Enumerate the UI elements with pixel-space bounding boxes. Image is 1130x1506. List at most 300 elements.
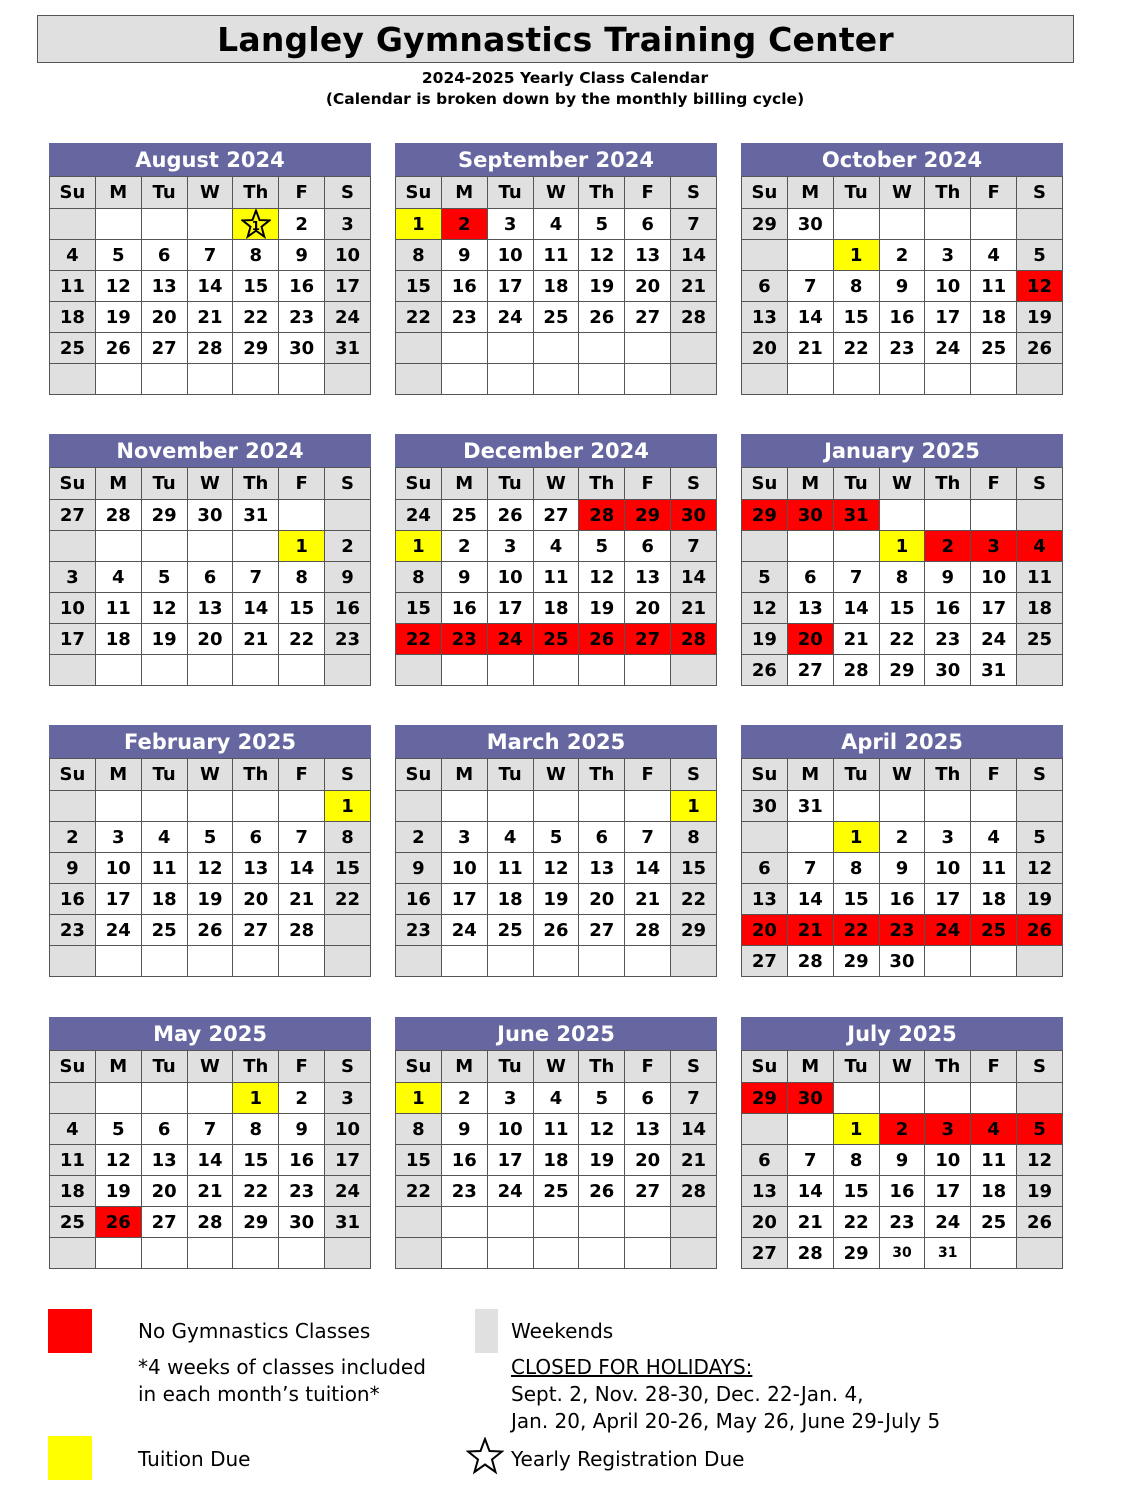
- day-cell: 10: [925, 271, 971, 302]
- day-cell: 8: [833, 1145, 879, 1176]
- day-cell: 30: [742, 791, 788, 822]
- day-cell: 23: [279, 1176, 325, 1207]
- day-cell: 25: [1017, 624, 1063, 655]
- day-cell: [625, 1238, 671, 1269]
- month-table: [49, 758, 371, 977]
- day-cell: [971, 364, 1017, 395]
- weekday-header: F: [625, 1051, 671, 1083]
- day-cell: 6: [742, 853, 788, 884]
- month-title: October 2024: [741, 143, 1063, 176]
- day-cell: 7: [279, 822, 325, 853]
- week-row: [50, 1114, 371, 1145]
- week-row: [742, 853, 1063, 884]
- day-cell: 23: [396, 915, 442, 946]
- subtitle-billing-note: (Calendar is broken down by the monthly billing cycle): [325, 90, 805, 108]
- day-cell: [671, 946, 717, 977]
- no-class-swatch: [48, 1309, 92, 1353]
- week-row: [50, 500, 371, 531]
- day-cell: 20: [787, 624, 833, 655]
- day-cell: [742, 822, 788, 853]
- day-cell: [50, 209, 96, 240]
- day-cell: 5: [1017, 240, 1063, 271]
- day-cell: 18: [95, 624, 141, 655]
- subtitle-year: 2024-2025 Yearly Class Calendar: [421, 69, 709, 87]
- day-cell: 19: [533, 884, 579, 915]
- day-cell: 24: [325, 1176, 371, 1207]
- day-cell: 30: [787, 209, 833, 240]
- day-cell: 19: [579, 593, 625, 624]
- day-cell: 24: [441, 915, 487, 946]
- week-row: [396, 822, 717, 853]
- day-cell: 21: [279, 884, 325, 915]
- weekday-header: Th: [233, 759, 279, 791]
- day-cell: 16: [50, 884, 96, 915]
- day-cell: [95, 209, 141, 240]
- weekday-header: Su: [396, 759, 442, 791]
- day-cell: [742, 240, 788, 271]
- day-cell: 14: [233, 593, 279, 624]
- weekday-header: F: [279, 1051, 325, 1083]
- weekday-header: Th: [579, 468, 625, 500]
- day-cell: [50, 1083, 96, 1114]
- day-cell: 23: [879, 333, 925, 364]
- month-table: [395, 1050, 717, 1269]
- day-cell: 15: [279, 593, 325, 624]
- day-cell: 28: [787, 1238, 833, 1269]
- day-cell: 5: [579, 531, 625, 562]
- day-cell: 8: [279, 562, 325, 593]
- day-cell: 15: [396, 1145, 442, 1176]
- day-cell: 17: [325, 271, 371, 302]
- day-cell: [396, 791, 442, 822]
- day-cell: 29: [671, 915, 717, 946]
- day-cell: 9: [279, 1114, 325, 1145]
- day-cell: 19: [95, 1176, 141, 1207]
- day-cell: 16: [441, 1145, 487, 1176]
- week-row: [742, 593, 1063, 624]
- day-cell: 4: [141, 822, 187, 853]
- day-cell: [279, 655, 325, 686]
- day-cell: 28: [279, 915, 325, 946]
- day-cell: 15: [396, 271, 442, 302]
- day-cell: 11: [50, 1145, 96, 1176]
- day-cell: 30: [787, 1083, 833, 1114]
- weekday-header: Th: [579, 1051, 625, 1083]
- week-row: [396, 655, 717, 686]
- week-row: [50, 531, 371, 562]
- day-cell: [233, 364, 279, 395]
- day-cell: 13: [787, 593, 833, 624]
- day-cell: 6: [141, 1114, 187, 1145]
- day-cell: 30: [671, 500, 717, 531]
- day-cell: 23: [925, 624, 971, 655]
- day-cell: 5: [742, 562, 788, 593]
- day-cell: 2: [925, 531, 971, 562]
- weekday-header: Su: [50, 468, 96, 500]
- day-cell: [233, 655, 279, 686]
- week-row: [396, 240, 717, 271]
- week-row: [50, 562, 371, 593]
- day-cell: [50, 946, 96, 977]
- day-cell: 10: [487, 1114, 533, 1145]
- day-cell: [971, 1083, 1017, 1114]
- day-cell: 27: [233, 915, 279, 946]
- day-cell: 14: [787, 884, 833, 915]
- day-cell: [925, 209, 971, 240]
- day-cell: 25: [971, 1207, 1017, 1238]
- day-cell: [441, 655, 487, 686]
- week-row: [50, 1207, 371, 1238]
- day-cell: 10: [95, 853, 141, 884]
- day-cell: 24: [487, 624, 533, 655]
- day-cell: 12: [95, 1145, 141, 1176]
- day-cell: 16: [879, 302, 925, 333]
- day-cell: 12: [533, 853, 579, 884]
- day-cell: 10: [971, 562, 1017, 593]
- day-cell: 23: [279, 302, 325, 333]
- day-cell: [325, 1238, 371, 1269]
- day-cell: 16: [441, 593, 487, 624]
- day-cell: 20: [187, 624, 233, 655]
- week-row: [742, 655, 1063, 686]
- week-row: [396, 1207, 717, 1238]
- day-cell: 8: [396, 562, 442, 593]
- day-cell: [879, 364, 925, 395]
- weekday-header: S: [671, 468, 717, 500]
- day-cell: 21: [671, 271, 717, 302]
- day-cell: [1017, 655, 1063, 686]
- day-cell: [671, 1207, 717, 1238]
- day-cell: 12: [579, 1114, 625, 1145]
- day-cell: [579, 1238, 625, 1269]
- day-cell: 11: [971, 1145, 1017, 1176]
- day-cell: [396, 333, 442, 364]
- day-cell: 19: [579, 271, 625, 302]
- week-row: [742, 822, 1063, 853]
- weekday-header: W: [187, 177, 233, 209]
- month-title: May 2025: [49, 1017, 371, 1050]
- day-cell: 20: [742, 333, 788, 364]
- day-cell: 21: [671, 593, 717, 624]
- day-cell: [95, 531, 141, 562]
- weekday-header: F: [625, 177, 671, 209]
- weekday-header: M: [95, 759, 141, 791]
- weekday-header: Su: [50, 1051, 96, 1083]
- weekday-header: Su: [50, 177, 96, 209]
- day-cell: 22: [396, 624, 442, 655]
- day-cell: 9: [879, 1145, 925, 1176]
- day-cell: 10: [925, 853, 971, 884]
- day-cell: 28: [833, 655, 879, 686]
- day-cell: [533, 946, 579, 977]
- day-cell: 14: [671, 562, 717, 593]
- day-cell: 24: [925, 915, 971, 946]
- weekday-header: W: [533, 759, 579, 791]
- week-row: [50, 333, 371, 364]
- weekday-header: Th: [925, 1051, 971, 1083]
- day-cell: 3: [487, 531, 533, 562]
- day-cell: 17: [50, 624, 96, 655]
- day-cell: 11: [533, 240, 579, 271]
- day-cell: [1017, 1238, 1063, 1269]
- weekday-header: Th: [233, 468, 279, 500]
- day-cell: 17: [441, 884, 487, 915]
- day-cell: 12: [95, 271, 141, 302]
- day-cell: 24: [487, 302, 533, 333]
- day-cell: 11: [95, 593, 141, 624]
- day-cell: [533, 364, 579, 395]
- day-cell: [1017, 500, 1063, 531]
- day-cell: [233, 531, 279, 562]
- day-cell: 23: [441, 624, 487, 655]
- day-cell: 15: [833, 302, 879, 333]
- day-cell: 11: [1017, 562, 1063, 593]
- day-cell: 8: [396, 1114, 442, 1145]
- week-row: [396, 1176, 717, 1207]
- day-cell: 22: [325, 884, 371, 915]
- day-cell: [233, 791, 279, 822]
- day-cell: 20: [625, 1145, 671, 1176]
- day-cell: [325, 500, 371, 531]
- week-row: [396, 1238, 717, 1269]
- weekday-header: F: [279, 468, 325, 500]
- day-cell: [533, 791, 579, 822]
- legend-closed-line2: Jan. 20, April 20-26, May 26, June 29-July 5: [511, 1409, 941, 1433]
- day-cell: [396, 1238, 442, 1269]
- day-cell: [325, 915, 371, 946]
- day-cell: 18: [971, 302, 1017, 333]
- legend-weekends: Weekends: [511, 1319, 614, 1343]
- day-cell: 20: [625, 593, 671, 624]
- day-cell: 1: [325, 791, 371, 822]
- day-cell: 6: [742, 1145, 788, 1176]
- day-cell: 25: [533, 302, 579, 333]
- day-cell: 29: [625, 500, 671, 531]
- weekday-header: M: [787, 468, 833, 500]
- day-cell: 26: [487, 500, 533, 531]
- day-cell: 6: [625, 1083, 671, 1114]
- weekday-header: S: [325, 759, 371, 791]
- weekday-header: Th: [579, 177, 625, 209]
- day-cell: 29: [233, 1207, 279, 1238]
- day-number: 1: [251, 218, 260, 233]
- title-banner: [37, 15, 1074, 63]
- day-cell: 31: [971, 655, 1017, 686]
- day-cell: [187, 791, 233, 822]
- day-cell: 11: [533, 1114, 579, 1145]
- week-row: [742, 1176, 1063, 1207]
- day-cell: 7: [233, 562, 279, 593]
- weekday-header: W: [187, 468, 233, 500]
- day-cell: [787, 1114, 833, 1145]
- month-table: [741, 467, 1063, 686]
- day-cell: [533, 655, 579, 686]
- day-cell: [187, 1083, 233, 1114]
- week-row: [396, 915, 717, 946]
- day-cell: [233, 946, 279, 977]
- day-cell: 8: [396, 240, 442, 271]
- day-cell: 12: [1017, 853, 1063, 884]
- week-row: [742, 271, 1063, 302]
- weekday-header: Tu: [487, 1051, 533, 1083]
- day-cell: 22: [671, 884, 717, 915]
- day-cell: 13: [187, 593, 233, 624]
- day-cell: 22: [396, 1176, 442, 1207]
- month-calendar: [741, 725, 1063, 977]
- day-cell: 22: [279, 624, 325, 655]
- day-cell: 7: [625, 822, 671, 853]
- day-cell: 30: [787, 500, 833, 531]
- week-row: [396, 531, 717, 562]
- day-cell: 22: [833, 915, 879, 946]
- week-row: [396, 562, 717, 593]
- day-cell: 17: [925, 884, 971, 915]
- month-table: [49, 1050, 371, 1269]
- month-title: August 2024: [49, 143, 371, 176]
- day-cell: 30: [279, 333, 325, 364]
- day-cell: 1: [396, 1083, 442, 1114]
- day-cell: 19: [141, 624, 187, 655]
- week-row: [742, 1238, 1063, 1269]
- month-title: January 2025: [741, 434, 1063, 467]
- day-cell: [279, 500, 325, 531]
- day-cell: 10: [925, 1145, 971, 1176]
- day-cell: 1: [833, 1114, 879, 1145]
- day-cell: 7: [187, 240, 233, 271]
- legend-closed-line1: Sept. 2, Nov. 28-30, Dec. 22-Jan. 4,: [511, 1382, 864, 1406]
- day-cell: [787, 822, 833, 853]
- weekday-header: W: [533, 468, 579, 500]
- day-cell: 15: [833, 884, 879, 915]
- weekday-header-row: [50, 759, 371, 791]
- week-row: [50, 915, 371, 946]
- week-row: [742, 1145, 1063, 1176]
- day-cell: [487, 655, 533, 686]
- weekday-header: W: [879, 177, 925, 209]
- day-cell: 13: [742, 302, 788, 333]
- day-cell: 3: [925, 822, 971, 853]
- week-row: [742, 1114, 1063, 1145]
- day-cell: 21: [233, 624, 279, 655]
- day-cell: 7: [671, 1083, 717, 1114]
- weekday-header-row: [742, 759, 1063, 791]
- day-cell: [533, 1238, 579, 1269]
- day-cell: [95, 946, 141, 977]
- month-calendar: [395, 1017, 717, 1269]
- weekday-header: M: [441, 759, 487, 791]
- day-cell: 1: [833, 822, 879, 853]
- day-cell: 31: [233, 500, 279, 531]
- day-cell: 27: [533, 500, 579, 531]
- day-cell: 27: [579, 915, 625, 946]
- day-cell: [1017, 1083, 1063, 1114]
- day-cell: 26: [1017, 333, 1063, 364]
- day-cell: 7: [187, 1114, 233, 1145]
- day-cell: 9: [279, 240, 325, 271]
- day-cell: [325, 655, 371, 686]
- day-cell: 24: [487, 1176, 533, 1207]
- day-cell: 21: [187, 302, 233, 333]
- day-cell: [95, 364, 141, 395]
- month-table: [741, 176, 1063, 395]
- day-cell: [141, 364, 187, 395]
- day-cell: 29: [833, 946, 879, 977]
- weekday-header: S: [671, 177, 717, 209]
- day-cell: 31: [325, 1207, 371, 1238]
- day-cell: 8: [233, 1114, 279, 1145]
- day-cell: 17: [925, 1176, 971, 1207]
- day-cell: 2: [279, 209, 325, 240]
- day-cell: 26: [533, 915, 579, 946]
- week-row: [396, 364, 717, 395]
- day-cell: 3: [925, 1114, 971, 1145]
- day-cell: 10: [487, 240, 533, 271]
- weekday-header-row: [50, 468, 371, 500]
- weekday-header: M: [441, 177, 487, 209]
- day-cell: 23: [879, 915, 925, 946]
- day-cell: [925, 946, 971, 977]
- weekend-swatch: [475, 1309, 498, 1353]
- weekday-header-row: [742, 468, 1063, 500]
- weekday-header: M: [787, 177, 833, 209]
- day-cell: [50, 531, 96, 562]
- legend-closed-heading: CLOSED FOR HOLIDAYS:: [511, 1355, 753, 1379]
- weekday-header-row: [742, 1051, 1063, 1083]
- weekday-header: Tu: [141, 759, 187, 791]
- day-cell: 29: [141, 500, 187, 531]
- day-cell: 27: [787, 655, 833, 686]
- day-cell: 31: [925, 1238, 971, 1269]
- day-cell: [50, 791, 96, 822]
- day-cell: [579, 364, 625, 395]
- day-cell: 14: [625, 853, 671, 884]
- week-row: [742, 364, 1063, 395]
- day-cell: 6: [625, 209, 671, 240]
- day-cell: 29: [742, 1083, 788, 1114]
- day-cell: 2: [441, 531, 487, 562]
- day-cell: 16: [879, 1176, 925, 1207]
- week-row: [742, 915, 1063, 946]
- day-cell: [396, 655, 442, 686]
- day-cell: 5: [95, 1114, 141, 1145]
- day-cell: 7: [787, 271, 833, 302]
- day-cell: [187, 655, 233, 686]
- day-cell: 11: [141, 853, 187, 884]
- weekday-header: F: [279, 177, 325, 209]
- day-cell: [625, 1207, 671, 1238]
- day-cell: 20: [742, 915, 788, 946]
- weekday-header: S: [671, 759, 717, 791]
- day-cell: 7: [833, 562, 879, 593]
- day-cell: 27: [50, 500, 96, 531]
- day-cell: 1: [396, 531, 442, 562]
- day-cell: [971, 500, 1017, 531]
- day-cell: 2: [325, 531, 371, 562]
- day-cell: 3: [95, 822, 141, 853]
- day-cell: 15: [396, 593, 442, 624]
- day-cell: 22: [233, 1176, 279, 1207]
- day-cell: 17: [487, 593, 533, 624]
- day-cell: 9: [925, 562, 971, 593]
- week-row: [50, 271, 371, 302]
- week-row: [742, 624, 1063, 655]
- month-calendar: [49, 143, 371, 395]
- week-row: [396, 333, 717, 364]
- day-cell: [441, 791, 487, 822]
- week-row: [50, 1083, 371, 1114]
- week-row: [396, 1083, 717, 1114]
- weekday-header: M: [787, 1051, 833, 1083]
